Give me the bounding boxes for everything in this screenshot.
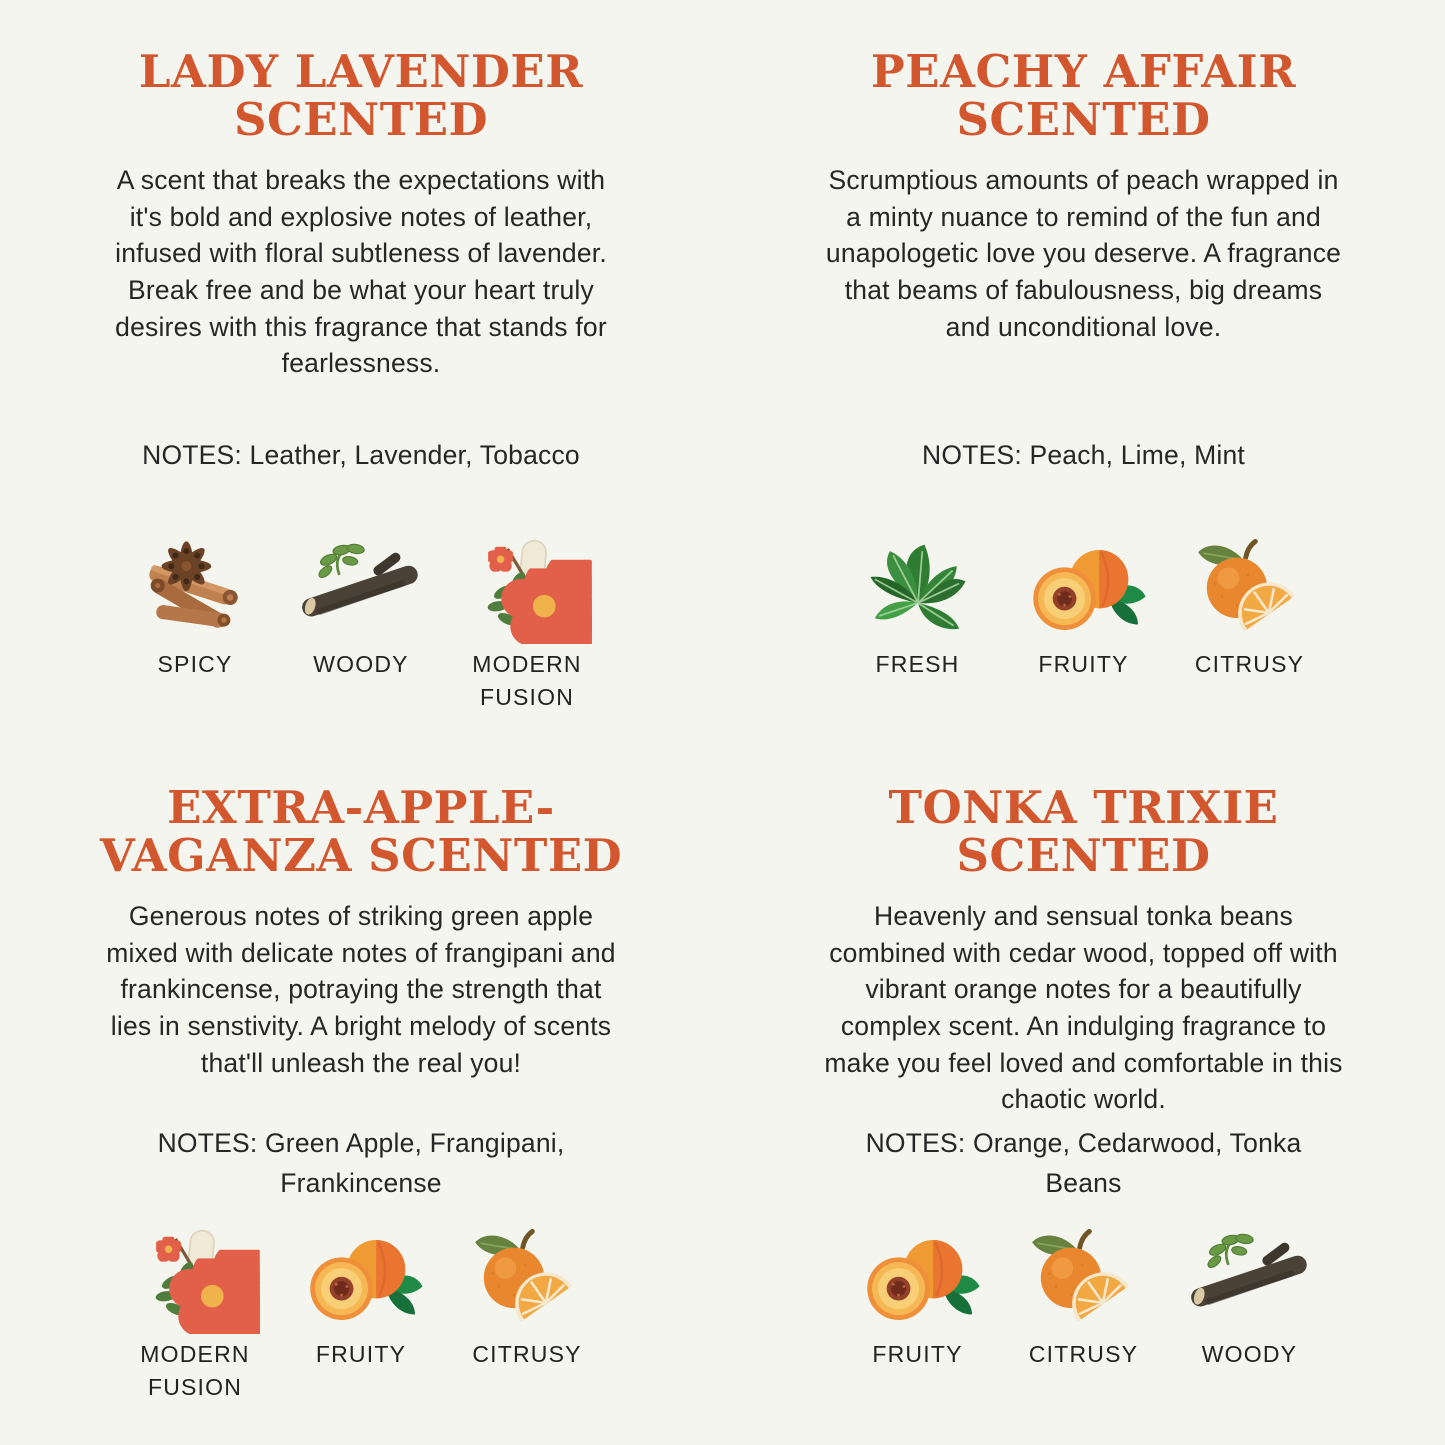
product-card-tonka-trixie bbox=[722, 722, 1445, 1445]
product-description: Generous notes of striking green apple mixed with delicate notes of frangipani and frankincense, potraying the strength that lies in senstivity. A bright melody of scents that'll unleash the real you! bbox=[106, 901, 616, 1078]
product-title bbox=[722, 45, 1445, 147]
scent-profile-label: FRUITY bbox=[1038, 651, 1129, 677]
product-title-line2: VAGANZA SCENTED bbox=[99, 829, 623, 883]
peach-icon bbox=[296, 1226, 426, 1334]
orange-slice-icon bbox=[462, 1226, 592, 1334]
product-title-line2: SCENTED bbox=[956, 93, 1211, 147]
flowers-test-tube-icon bbox=[130, 1226, 260, 1334]
orange-slice-icon bbox=[1019, 1226, 1149, 1334]
product-notes: NOTES: Peach, Lime, Mint bbox=[922, 440, 1245, 470]
scent-profile-modern-fusion bbox=[119, 1226, 271, 1405]
scent-profile-fruity bbox=[842, 1226, 994, 1371]
scent-profile-label: FRUITY bbox=[872, 1341, 963, 1367]
product-title-line1: LADY LAVENDER bbox=[138, 45, 584, 98]
product-title-line2: SCENTED bbox=[233, 93, 489, 147]
product-notes: NOTES: Leather, Lavender, Tobacco bbox=[142, 440, 580, 470]
scent-profile-fresh bbox=[842, 536, 994, 681]
scent-profile-label: CITRUSY bbox=[1194, 651, 1305, 677]
product-card-peachy-affair bbox=[722, 0, 1445, 722]
product-title-line1: PEACHY AFFAIR bbox=[870, 45, 1297, 98]
product-description: A scent that breaks the expectations with it's bold and explosive notes of leather, infused with floral subtleness of lavender. Break free and be what your heart truly desires with this fragrance that stands for fearlessness. bbox=[115, 165, 607, 379]
scent-profile-citrusy bbox=[1008, 1226, 1160, 1371]
wood-branch-icon bbox=[1185, 1226, 1315, 1334]
product-notes: NOTES: Green Apple, Frangipani, Frankincense bbox=[157, 1128, 565, 1198]
scent-profile-citrusy bbox=[451, 1226, 603, 1371]
product-card-extra-apple-vaganza bbox=[0, 722, 722, 1445]
scent-profile-modern-fusion bbox=[451, 536, 603, 715]
product-notes: NOTES: Orange, Cedarwood, Tonka Beans bbox=[865, 1128, 1302, 1198]
scent-profile-woody bbox=[285, 536, 437, 681]
scent-profile-label: CITRUSY bbox=[1028, 1341, 1139, 1367]
scent-profile-row bbox=[0, 536, 722, 715]
wood-branch-icon bbox=[296, 536, 426, 644]
scent-profile-label: FRESH bbox=[875, 651, 960, 677]
flowers-test-tube-icon bbox=[462, 536, 592, 644]
scent-profile-label: FRUITY bbox=[315, 1341, 407, 1367]
scent-profile-fruity bbox=[285, 1226, 437, 1371]
product-description: Scrumptious amounts of peach wrapped in a minty nuance to remind of the fun and unapologetic love you deserve. A fragrance that beams of fabulousness, big dreams and unconditional love. bbox=[825, 165, 1342, 342]
scent-profile-woody bbox=[1174, 1226, 1326, 1371]
scent-profile-fruity bbox=[1008, 536, 1160, 681]
orange-slice-icon bbox=[1185, 536, 1315, 644]
scent-profile-row bbox=[722, 1226, 1445, 1371]
scent-profile-spicy bbox=[119, 536, 271, 681]
scent-profile-citrusy bbox=[1174, 536, 1326, 681]
product-description: Heavenly and sensual tonka beans combined with cedar wood, topped off with vibrant orange notes for a beautifully complex scent. An indulging fragrance to make you feel loved and comfortable in this chaotic world. bbox=[824, 901, 1343, 1115]
product-card-lady-lavender bbox=[0, 0, 722, 722]
scent-profile-row bbox=[722, 536, 1445, 681]
cinnamon-star-anise-icon bbox=[130, 536, 260, 644]
product-title bbox=[0, 45, 722, 147]
scent-profile-label: MODERN FUSION bbox=[140, 1341, 250, 1401]
scent-profile-label: MODERN FUSION bbox=[472, 651, 582, 711]
scent-profile-label: SPICY bbox=[157, 651, 233, 677]
scent-profile-row bbox=[0, 1226, 722, 1405]
mint-leaves-icon bbox=[853, 536, 983, 644]
product-title bbox=[722, 781, 1445, 883]
product-title-line1: TONKA TRIXIE bbox=[888, 781, 1279, 834]
peach-icon bbox=[853, 1226, 983, 1334]
product-title-line1: EXTRA-APPLE- bbox=[167, 781, 555, 834]
scent-profile-label: WOODY bbox=[1201, 1341, 1298, 1367]
scent-profile-label: WOODY bbox=[313, 651, 409, 677]
product-title bbox=[0, 781, 722, 883]
product-title-line2: SCENTED bbox=[956, 829, 1211, 883]
scent-profile-label: CITRUSY bbox=[472, 1341, 582, 1367]
peach-icon bbox=[1019, 536, 1149, 644]
